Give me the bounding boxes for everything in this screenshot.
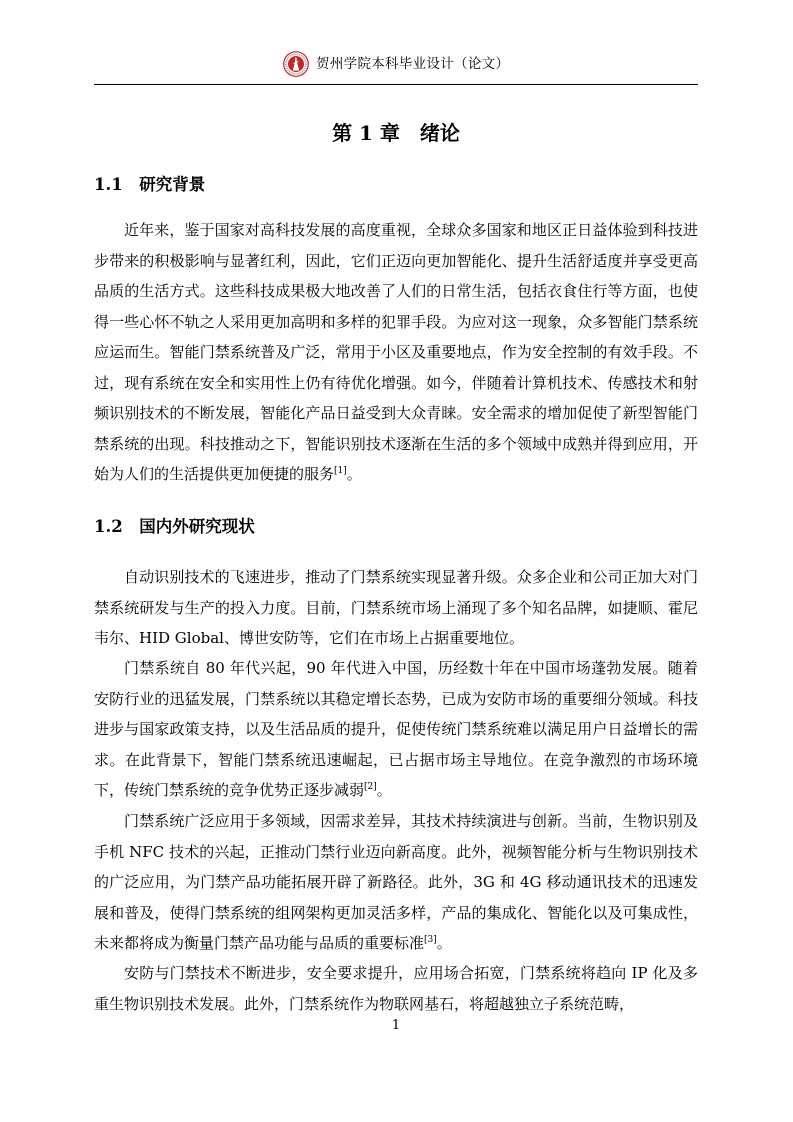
paragraph-text: 近年来，鉴于国家对高科技发展的高度重视，全球众多国家和地区正日益体验到科技进步带来的积极影响与显著红利，因此，它们正迈向更加智能化、提升生活舒适度并享受更高品质的生活方式。这些科技成果极大地改善了人们的日常生活，包括衣食住行等方面，也使得一些心怀不轨之人采用更加高明和多样的犯罪手段。为应对这一现象，众多智能门禁系统应运而生。智能门禁系统普及广泛，常用于小区及重要地点，作为安全控制的有效手段。不过，现有系统在安全和实用性上仍有待优化增强。如今，伴随着计算机技术、传感技术和射频识别技术的不断发展，智能化产品日益受到大众青睐。安全需求的增加促使了新型智能门禁系统的出现。科技推动之下，智能识别技术逐渐在生活的多个领域中成熟并得到应用，开始为人们的生活提供更加便捷的服务 bbox=[94, 221, 698, 483]
citation-reference[interactable]: [3] bbox=[424, 935, 437, 945]
paragraph-text: 安防与门禁技术不断进步，安全要求提升，应用场合拓宽，门禁系统将趋向 IP 化及多重生物识别技术发展。此外，门禁系统作为物联网基石，将超越独立子系统范畴， bbox=[94, 964, 698, 1013]
paragraph-end: 。 bbox=[376, 781, 392, 799]
paragraph bbox=[94, 653, 698, 806]
paragraph-text: 门禁系统广泛应用于多领域，因需求差异，其技术持续演进与创新。当前，生物识别及手机 NFC 技术的兴起，正推动门禁行业迈向新高度。此外，视频智能分析与生物识别技术的广泛应用，为门禁产品功能拓展开辟了新路径。此外，3G 和 4G 移动通讯技术的迅速发展和普及，使得门禁系统的组网架构更加灵活多样，产品的集成化、智能化以及可集成性，未来都将成为衡量门禁产品功能与品质的重要标准 bbox=[94, 812, 698, 952]
header-title: 贺州学院本科毕业设计（论文） bbox=[316, 56, 510, 72]
paragraph bbox=[94, 958, 698, 1019]
page-header bbox=[94, 46, 698, 84]
chapter-title: 第 1 章 绪论 bbox=[332, 121, 460, 145]
section-heading: 1.2 国内外研究现状 bbox=[94, 517, 255, 536]
citation-reference[interactable]: [2] bbox=[364, 782, 377, 792]
paragraph-text: 门禁系统自 80 年代兴起，90 年代进入中国，历经数十年在中国市场蓬勃发展。随着安防行业的迅猛发展，门禁系统以其稳定增长态势，已成为安防市场的重要细分领域。科技进步与国家政策支持，以及生活品质的提升，促使传统门禁系统难以满足用户日益增长的需求。在此背景下，智能门禁系统迅速崛起，已占据市场主导地位。在竞争激烈的市场环境下，传统门禁系统的竞争优势正逐步减弱 bbox=[94, 659, 698, 799]
citation-reference[interactable]: [1] bbox=[334, 466, 347, 476]
paragraph-end: 。 bbox=[346, 465, 362, 483]
header-divider bbox=[94, 84, 698, 85]
paragraph bbox=[94, 806, 698, 959]
paragraph bbox=[94, 562, 698, 654]
paragraph bbox=[94, 215, 698, 490]
university-seal-icon bbox=[283, 51, 309, 77]
paragraph-text: 自动识别技术的飞速进步，推动了门禁系统实现显著升级。众多企业和公司正加大对门禁系统研发与生产的投入力度。目前，门禁系统市场上涌现了多个知名品牌，如捷顺、霍尼韦尔、HID Global、博世安防等，它们在市场上占据重要地位。 bbox=[94, 568, 698, 647]
header-content bbox=[94, 50, 698, 78]
page-number: 1 bbox=[391, 1018, 401, 1033]
paragraph-end: 。 bbox=[436, 934, 452, 952]
section-heading: 1.1 研究背景 bbox=[94, 175, 206, 194]
